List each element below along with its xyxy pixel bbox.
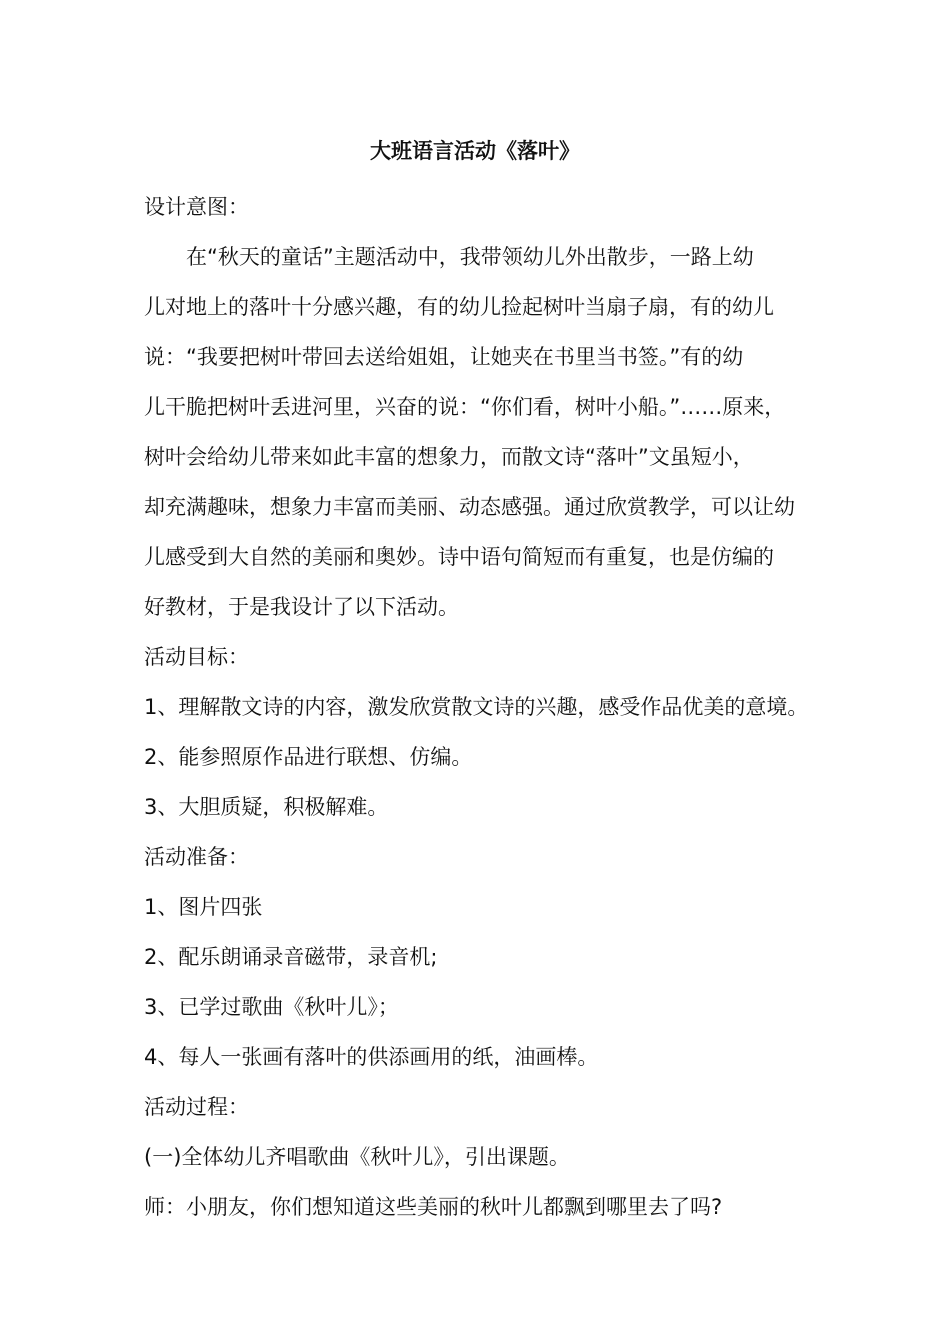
section-heading-goals: 活动目标： bbox=[144, 645, 249, 669]
paragraph-line: 在“秋天的童话”主题活动中，我带领幼儿外出散步，一路上幼 bbox=[186, 245, 754, 269]
paragraph-line: 儿对地上的落叶十分感兴趣，有的幼儿捡起树叶当扇子扇，有的幼儿 bbox=[144, 295, 774, 319]
section-heading-design-intent: 设计意图： bbox=[144, 195, 249, 219]
list-item: 3、已学过歌曲《秋叶儿》； bbox=[144, 995, 399, 1019]
paragraph-line: 树叶会给幼儿带来如此丰富的想象力，而散文诗“落叶”文虽短小， bbox=[144, 445, 754, 469]
section-heading-process: 活动过程： bbox=[144, 1095, 249, 1119]
list-item: 3、大胆质疑，积极解难。 bbox=[144, 795, 389, 819]
document-title: 大班语言活动《落叶》 bbox=[370, 139, 580, 163]
list-item: 4、每人一张画有落叶的供添画用的纸，油画棒。 bbox=[144, 1045, 599, 1069]
list-item: 1、图片四张 bbox=[144, 895, 263, 919]
section-heading-preparation: 活动准备： bbox=[144, 845, 249, 869]
paragraph-line: 儿感受到大自然的美丽和奥妙。诗中语句简短而有重复，也是仿编的 bbox=[144, 545, 774, 569]
paragraph-line: 说：“我要把树叶带回去送给姐姐，让她夹在书里当书签。”有的幼 bbox=[144, 345, 744, 369]
list-item: 1、理解散文诗的内容，激发欣赏散文诗的兴趣，感受作品优美的意境。 bbox=[144, 695, 809, 719]
document-body bbox=[144, 182, 824, 1232]
process-step: (一)全体幼儿齐唱歌曲《秋叶儿》，引出课题。 bbox=[144, 1145, 570, 1169]
paragraph-line: 却充满趣味，想象力丰富而美丽、动态感强。通过欣赏教学，可以让幼 bbox=[144, 495, 795, 519]
dialogue-line: 师：小朋友，你们想知道这些美丽的秋叶儿都飘到哪里去了吗? bbox=[144, 1195, 723, 1219]
list-item: 2、配乐朗诵录音磁带，录音机; bbox=[144, 945, 438, 969]
list-item: 2、能参照原作品进行联想、仿编。 bbox=[144, 745, 473, 769]
paragraph-line: 儿干脆把树叶丢进河里，兴奋的说：“你们看，树叶小船。”……原来， bbox=[144, 395, 786, 419]
paragraph-line: 好教材，于是我设计了以下活动。 bbox=[144, 595, 459, 619]
